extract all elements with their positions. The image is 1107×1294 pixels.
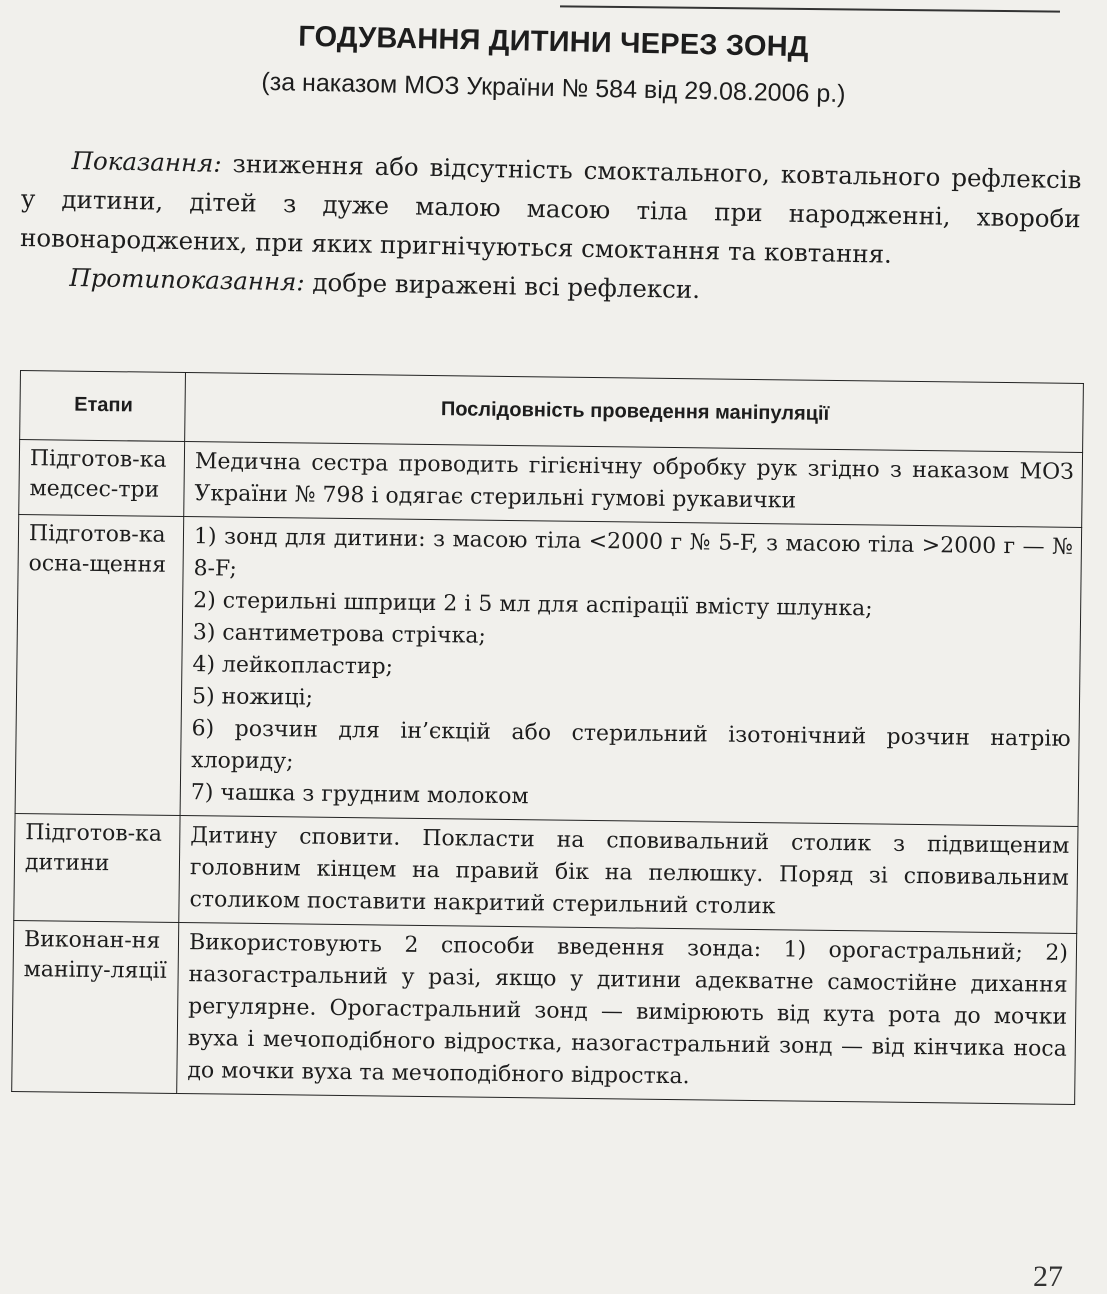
page-title: ГОДУВАННЯ ДИТИНИ ЧЕРЕЗ ЗОНД bbox=[298, 20, 809, 64]
table-row bbox=[12, 920, 1077, 1104]
contraindications-label: Протипоказання: bbox=[69, 262, 305, 297]
list-item: 1) зонд для дитини: з масою тіла <2000 г № 5-F, з масою тіла >2000 г — № 8-F; bbox=[193, 524, 1074, 582]
list-item: 6) розчин для ін’єкцій або стерильний ізотонічний розчин натрію хлориду; bbox=[191, 716, 1071, 775]
procedure-table bbox=[11, 370, 1084, 1105]
table-header-row bbox=[20, 371, 1084, 453]
page-subtitle: (за наказом МОЗ України № 584 від 29.08.2006 р.) bbox=[261, 67, 846, 109]
page-number: 27 bbox=[1033, 1260, 1063, 1293]
stage-cell: Виконан-ня маніпу-ляції bbox=[12, 920, 179, 1093]
stage-cell: Підготов-ка медсес-три bbox=[19, 440, 185, 517]
table-row bbox=[15, 514, 1082, 826]
list-item: 4) лейкопластир; bbox=[192, 652, 394, 680]
contraindications-text: добре виражені всі рефлекси. bbox=[304, 267, 701, 305]
list-item: 5) ножиці; bbox=[191, 684, 314, 711]
stage-cell: Підготов-ка осна-щення bbox=[15, 514, 184, 815]
list-item: 2) стерильні шприци 2 і 5 мл для аспірації вмісту шлунка; bbox=[193, 588, 873, 622]
description-cell: Дитину сповити. Покласти на сповивальний столик з підвищеним головним кінцем на правий бік на пелюшку. Поряд зі сповивальним столиком поставити накритий стерильний столик bbox=[179, 815, 1078, 933]
stage-cell: Підготов-ка дитини bbox=[14, 813, 180, 922]
description-cell: Використовують 2 способи введення зонда: 1) орогастральний; 2) назогастральний у разі, якщо у дитини адекватне самостійне дихання регулярне. Орогастральний зонд — вимірюють від кута рота до мочки вуха і мечоподібного відростка, назогастральний зонд — від кінчика носа до мочки вуха та мечоподібного відростка. bbox=[177, 922, 1077, 1104]
table-row bbox=[14, 813, 1078, 933]
indications-paragraph bbox=[20, 140, 1082, 277]
list-item: 7) чашка з грудним молоком bbox=[190, 780, 529, 810]
header-stage: Етапи bbox=[20, 371, 186, 442]
page-edge-line bbox=[560, 5, 1060, 12]
indications-label: Показання: bbox=[71, 145, 222, 178]
description-cell: Медична сестра проводить гігієнічну обробку рук згідно з наказом МОЗ України № 798 і одягає стерильні гумові рукавички bbox=[184, 442, 1083, 528]
intro-section bbox=[19, 140, 1082, 316]
indications-text: зниження або відсутність смоктального, ковтального рефлексів у дитини, дітей з дуже малою масою тіла при народженні, хвороби новонароджених, при яких пригнічуються смоктання та ковтання. bbox=[19, 148, 1082, 269]
header-sequence: Послідовність проведення маніпуляції bbox=[185, 373, 1084, 453]
description-cell bbox=[180, 517, 1082, 827]
procedure-table-wrap bbox=[11, 370, 1084, 1105]
list-item: 3) сантиметрова стрічка; bbox=[192, 620, 487, 649]
table-row bbox=[19, 440, 1083, 528]
